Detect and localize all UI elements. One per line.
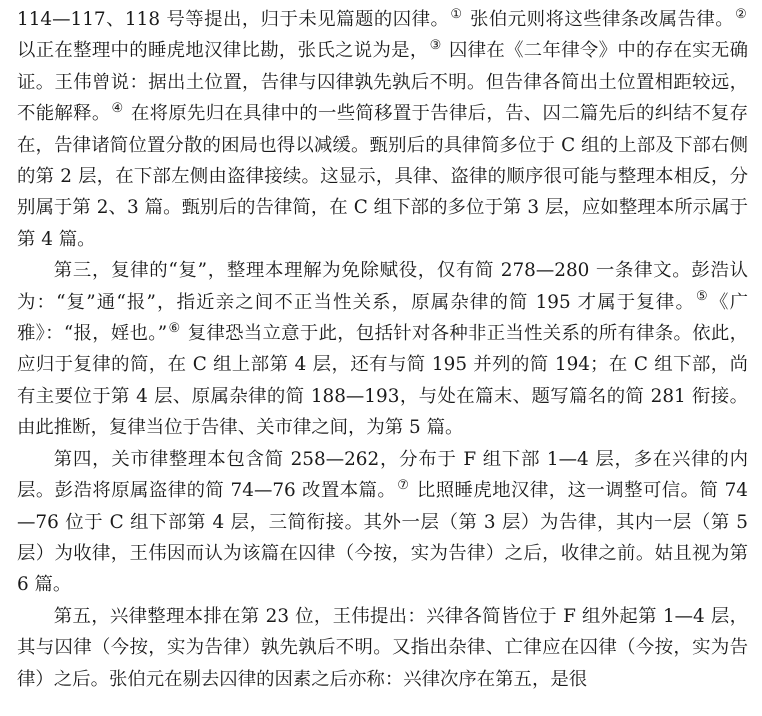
text-segment: 复律恐当立意于此，包括针对各种非正当性关系的所有律条。依此，应归于复律的简，在 C 组上部第 4 层，还有与简 195 并列的简 194；在 C 组下部，尚有主要位于第 4 层、原属杂律的简 188—193，与处在篇末、题写篇名的简 281 衔接。由此推断，复律当位于告律、关市律之间，为第 5 篇。 xyxy=(17,323,748,439)
text-segment: 第四，关市律整理本包含简 258—262，分布于 F 组下部 1—4 层，多在兴律的内层。彭浩将原属盗律的简 74—76 改置本篇。 xyxy=(17,448,748,502)
paragraph-3 xyxy=(17,444,748,601)
footnote-marker: ⑦ xyxy=(397,477,410,493)
paragraph-2 xyxy=(17,255,748,443)
text-segment: 比照睡虎地汉律，这一调整可信。简 74—76 位于 C 组下部第 4 层，三简衔接。其外一层（第 3 层）为告律，其内一层（第 5 层）为收律，王伟因而认为该篇在囚律（今按，实为告律）之后，收律之前。姑且视为第 6 篇。 xyxy=(17,480,749,596)
footnote-marker: ② xyxy=(735,6,747,22)
paragraph-4 xyxy=(17,601,748,695)
paragraph-1 xyxy=(17,4,748,255)
footnote-marker: ① xyxy=(450,6,463,22)
text-segment: 114—117、118 号等提出，归于未见篇题的囚律。 xyxy=(17,9,450,30)
text-segment: 以正在整理中的睡虎地汉律比勘，张氏之说为是， xyxy=(17,40,429,62)
footnote-marker: ③ xyxy=(429,38,442,54)
text-segment: 第三，复律的“复”，整理本理解为免除赋役，仅有简 278—280 一条律文。彭浩认为：“复”通“报”，指近亲之间不正当性关系，原属杂律的简 195 才属于复律。 xyxy=(17,260,748,313)
footnote-marker: ⑥ xyxy=(168,320,181,336)
text-segment: 《广雅》：“报，婬也。” xyxy=(17,291,748,345)
text-segment: 张伯元则将这些律条改属告律。 xyxy=(463,9,735,30)
text-segment: 在将原先归在具律中的一些简移置于告律后，告、囚二篇先后的纠结不复存在，告律诸简位置分散的困局也得以减缓。甄别后的具律简多位于 C 组的上部及下部右侧的第 2 层，在下部左侧由盗律接续。这显示，具律、盗律的顺序很可能与整理本相反，分别属于第 2、3 篇。甄别后的告律简，在 C 组下部的多位于第 3 层，应如整理本所示属于第 4 篇。 xyxy=(17,103,748,250)
footnote-marker: ⑤ xyxy=(696,289,710,305)
text-segment: 囚律在《二年律令》中的存在实无确证。王伟曾说：据出土位置，告律与囚律孰先孰后不明。但告律各简出土位置相距较远，不能解释。 xyxy=(17,40,748,125)
text-segment: 第五，兴律整理本排在第 23 位，王伟提出：兴律各简皆位于 F 组外起第 1—4 层，其与囚律（今按，实为告律）孰先孰后不明。又指出杂律、亡律应在囚律（今按，实为告律）之后。张伯元在剔去囚律的因素之后亦称：兴律次序在第五，是很 xyxy=(17,605,748,690)
footnote-marker: ④ xyxy=(111,100,124,116)
